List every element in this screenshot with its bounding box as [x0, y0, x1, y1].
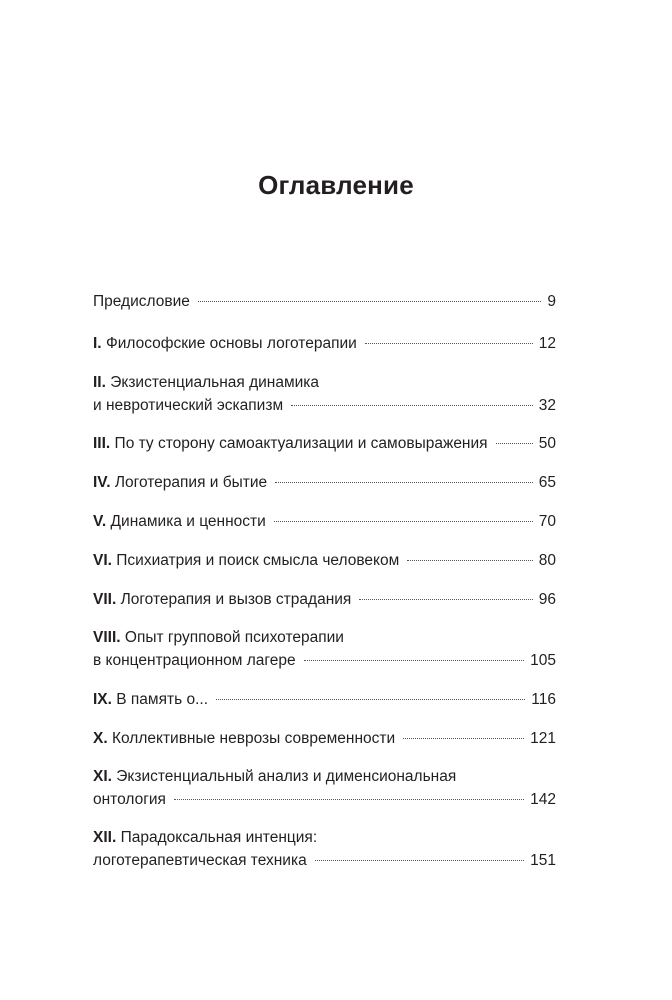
toc-entry-line	[93, 828, 556, 848]
chapter-number: XI.	[93, 768, 112, 785]
chapter-number: I.	[93, 335, 102, 352]
chapter-title: Экзистенциальная динамика	[110, 374, 320, 391]
chapter-title: в концентрационном лагере	[93, 652, 296, 669]
chapter-number: X.	[93, 730, 108, 747]
toc-entry-text	[93, 292, 190, 312]
toc-entry-text	[93, 651, 296, 671]
dot-leader	[407, 560, 532, 561]
page-number: 151	[530, 852, 556, 869]
page-number: 50	[538, 435, 556, 452]
chapter-number: VIII.	[93, 629, 121, 646]
page-number: 70	[538, 513, 556, 530]
page-number: 32	[538, 397, 556, 414]
chapter-number: VII.	[93, 591, 117, 608]
chapter-title: Динамика и ценности	[110, 513, 266, 530]
toc-entry-text	[93, 473, 267, 493]
chapter-number: IX.	[93, 691, 112, 708]
toc-entry-line	[93, 690, 556, 710]
dot-leader	[403, 738, 524, 739]
chapter-number: XII.	[93, 829, 117, 846]
dot-leader	[359, 599, 532, 600]
toc-entry-text	[93, 512, 266, 532]
toc-entry-line	[93, 590, 556, 610]
dot-leader	[274, 521, 533, 522]
dot-leader	[198, 301, 542, 302]
toc-entry-line	[93, 473, 556, 493]
dot-leader	[216, 699, 525, 700]
page-number: 121	[530, 730, 556, 747]
toc-entry-text	[93, 629, 344, 646]
dot-leader	[291, 405, 533, 406]
chapter-number: III.	[93, 435, 111, 452]
page-number: 80	[538, 552, 556, 569]
chapter-number: VI.	[93, 552, 112, 569]
toc-entry-text	[93, 768, 456, 785]
chapter-title: Опыт групповой психотерапии	[124, 629, 344, 646]
toc-entry-text	[93, 690, 208, 710]
chapter-title: Логотерапия и вызов страдания	[120, 591, 352, 608]
page-number: 96	[538, 591, 556, 608]
chapter-title: Логотерапия и бытие	[114, 474, 268, 491]
toc-entry-line	[93, 396, 556, 416]
toc-entry-line	[93, 851, 556, 871]
dot-leader	[315, 860, 524, 861]
chapter-title: Экзистенциальный анализ и дименсиональная	[116, 768, 457, 785]
toc-entry-line	[93, 628, 556, 648]
chapter-title: логотерапевтическая техника	[93, 852, 307, 869]
toc-entry-text	[93, 396, 283, 416]
chapter-title: Парадоксальная интенция:	[120, 829, 318, 846]
chapter-number: IV.	[93, 474, 111, 491]
toc-entry-line	[93, 651, 556, 671]
chapter-title: онтология	[93, 791, 166, 808]
dot-leader	[174, 799, 524, 800]
chapter-title: Коллективные неврозы современности	[111, 730, 396, 747]
toc-entry-text	[93, 551, 399, 571]
chapter-title: и невротический эскапизм	[93, 397, 284, 414]
toc-entry-line	[93, 512, 556, 532]
chapter-title: По ту сторону самоактуализации и самовыражения	[114, 435, 488, 452]
page-number: 12	[538, 335, 556, 352]
chapter-number: V.	[93, 513, 107, 530]
toc-entry-text	[93, 434, 488, 454]
toc-entry-text	[93, 334, 357, 354]
toc-entry-line	[93, 292, 556, 312]
dot-leader	[365, 343, 533, 344]
toc-entry-text	[93, 851, 307, 871]
page-number: 65	[538, 474, 556, 491]
toc-entry-line	[93, 373, 556, 393]
toc-entry-text	[93, 590, 351, 610]
toc-entry-line	[93, 767, 556, 787]
toc-entry-line	[93, 334, 556, 354]
chapter-title: Психиатрия и поиск смысла человеком	[116, 552, 400, 569]
chapter-title: Предисловие	[93, 293, 190, 310]
toc-entry-line	[93, 551, 556, 571]
toc-entry-line	[93, 729, 556, 749]
page-title: Оглавление	[258, 170, 414, 200]
dot-leader	[304, 660, 525, 661]
page-number: 9	[547, 293, 556, 310]
toc-entry-text	[93, 790, 166, 810]
toc-entry-text	[93, 829, 317, 846]
toc-entry-line	[93, 434, 556, 454]
dot-leader	[496, 443, 533, 444]
toc-entry-line	[93, 790, 556, 810]
chapter-title: Философские основы логотерапии	[105, 335, 357, 352]
page-number: 105	[530, 652, 556, 669]
toc-entry-text	[93, 374, 319, 391]
chapter-title: В память о...	[116, 691, 208, 708]
page-number: 116	[531, 691, 556, 708]
page-number: 142	[530, 791, 556, 808]
dot-leader	[275, 482, 533, 483]
toc-entry-text	[93, 729, 395, 749]
chapter-number: II.	[93, 374, 106, 391]
